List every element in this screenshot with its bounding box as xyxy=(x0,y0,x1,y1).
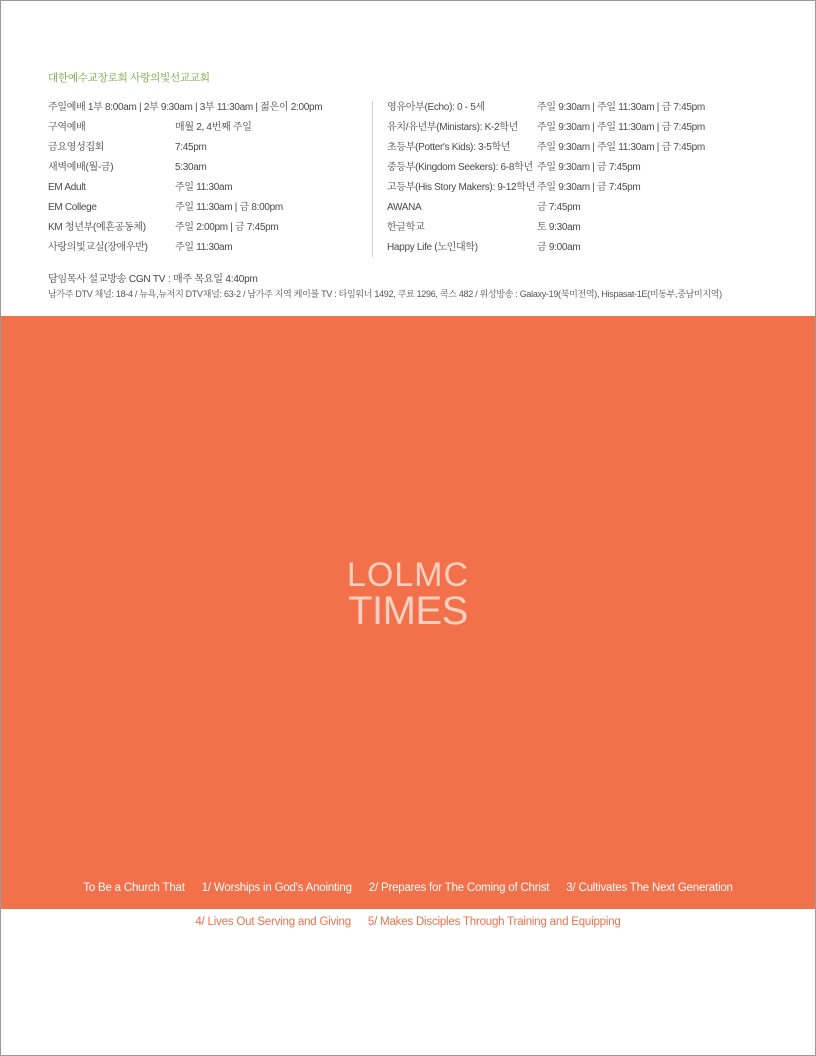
schedule-value: 주일 9:30am | 주일 11:30am | 금 7:45pm xyxy=(537,142,705,153)
schedule-row xyxy=(387,218,787,238)
schedule-label: 금요영성집회 xyxy=(48,142,105,153)
mission-item: 4/ Lives Out Serving and Giving xyxy=(195,916,351,928)
schedule-row xyxy=(387,98,787,118)
schedule-label: 중등부(Kingdom Seekers): 6-8학년 xyxy=(387,162,533,173)
schedule-row xyxy=(48,198,368,218)
schedule-row xyxy=(387,138,787,158)
schedule-label: 영유아부(Echo): 0 - 5세 xyxy=(387,102,485,113)
schedule-label: KM 청년부(예흔공동체) xyxy=(48,222,146,233)
mission-item: 3/ Cultivates The Next Generation xyxy=(566,882,733,894)
schedule-value: 주일 9:30am | 금 7:45pm xyxy=(537,162,641,173)
schedule-label: 초등부(Potter's Kids): 3-5학년 xyxy=(387,142,511,153)
schedule-label: 유치/유년부(Ministars): K-2학년 xyxy=(387,122,518,133)
times-logo xyxy=(0,557,816,631)
schedule-label: 고등부(His Story Makers): 9-12학년 xyxy=(387,182,535,193)
schedule-value: 금 9:00am xyxy=(537,242,581,253)
schedule-row xyxy=(48,98,368,118)
schedule-value: 7:45pm xyxy=(175,142,207,153)
schedule-value: 주일 11:30am xyxy=(175,182,233,193)
schedule-value: 주일 11:30am | 금 8:00pm xyxy=(175,202,283,213)
mission-line-2 xyxy=(0,916,816,928)
schedule-left xyxy=(48,98,368,258)
mission-item: 2/ Prepares for The Coming of Christ xyxy=(368,882,550,894)
mission-item: 1/ Worships in God's Anointing xyxy=(201,882,352,894)
schedule-value: 5:30am xyxy=(175,162,207,173)
schedule-value: 주일 11:30am xyxy=(175,242,233,253)
schedule-value: 주일 9:30am | 주일 11:30am | 금 7:45pm xyxy=(537,102,705,113)
schedule-row xyxy=(48,158,368,178)
schedule-label: 사랑의빛교실(장애우반) xyxy=(48,242,148,253)
schedule-row xyxy=(387,238,787,258)
logo-line-1: LOLMC xyxy=(346,556,470,594)
schedule-row xyxy=(48,218,368,238)
schedule-label: AWANA xyxy=(387,202,422,213)
schedule-row xyxy=(387,178,787,198)
sermon-broadcast: 담임목사 설교방송 CGN TV : 매주 목요일 4:40pm xyxy=(48,274,258,285)
schedule-row xyxy=(387,158,787,178)
schedule-value: 매월 2, 4번째 주일 xyxy=(175,122,252,133)
broadcast-channels: 남가주 DTV 채널: 18-4 / 뉴욕,뉴저지 DTV채널: 63-2 / 남가주 지역 케이블 TV : 타임워너 1492, 쿠료 1296, 콕스 482 / 위성방송 : Galaxy-19(북미전역), Hispasat-1E(미동부,중남미지역) xyxy=(48,289,722,299)
schedule-row xyxy=(48,118,368,138)
schedule-label: 구역예배 xyxy=(48,122,86,133)
schedule-row xyxy=(48,138,368,158)
schedule-row xyxy=(387,118,787,138)
schedule-row xyxy=(48,238,368,258)
mission-intro: To Be a Church That xyxy=(83,882,185,894)
schedule-right xyxy=(387,98,787,258)
schedule-label: EM Adult xyxy=(48,182,86,193)
schedule-value: 토 9:30am xyxy=(537,222,581,233)
mission-item: 5/ Makes Disciples Through Training and Equipping xyxy=(367,916,621,928)
schedule-label: 한글학교 xyxy=(387,222,425,233)
schedule-row xyxy=(48,178,368,198)
schedule-value: 금 7:45pm xyxy=(537,202,581,213)
schedule-value: 주일 2:00pm | 금 7:45pm xyxy=(175,222,279,233)
schedule-label: 새벽예배(월-금) xyxy=(48,162,114,173)
schedule-row xyxy=(387,198,787,218)
mission-line-1 xyxy=(0,882,816,894)
schedule-value: 주일 9:30am | 금 7:45pm xyxy=(537,182,641,193)
schedule-value: 주일 9:30am | 주일 11:30am | 금 7:45pm xyxy=(537,122,705,133)
church-name: 대한예수교장로회 사랑의빛선교교회 xyxy=(48,72,210,84)
schedule-label: 주일예배 1부 8:00am | 2부 9:30am | 3부 11:30am | 젊은이 2:00pm xyxy=(48,102,323,113)
logo-line-2: TIMES xyxy=(348,589,468,633)
schedule-label: Happy Life (노인대학) xyxy=(387,242,478,253)
column-divider xyxy=(372,101,373,257)
schedule-label: EM College xyxy=(48,202,97,213)
